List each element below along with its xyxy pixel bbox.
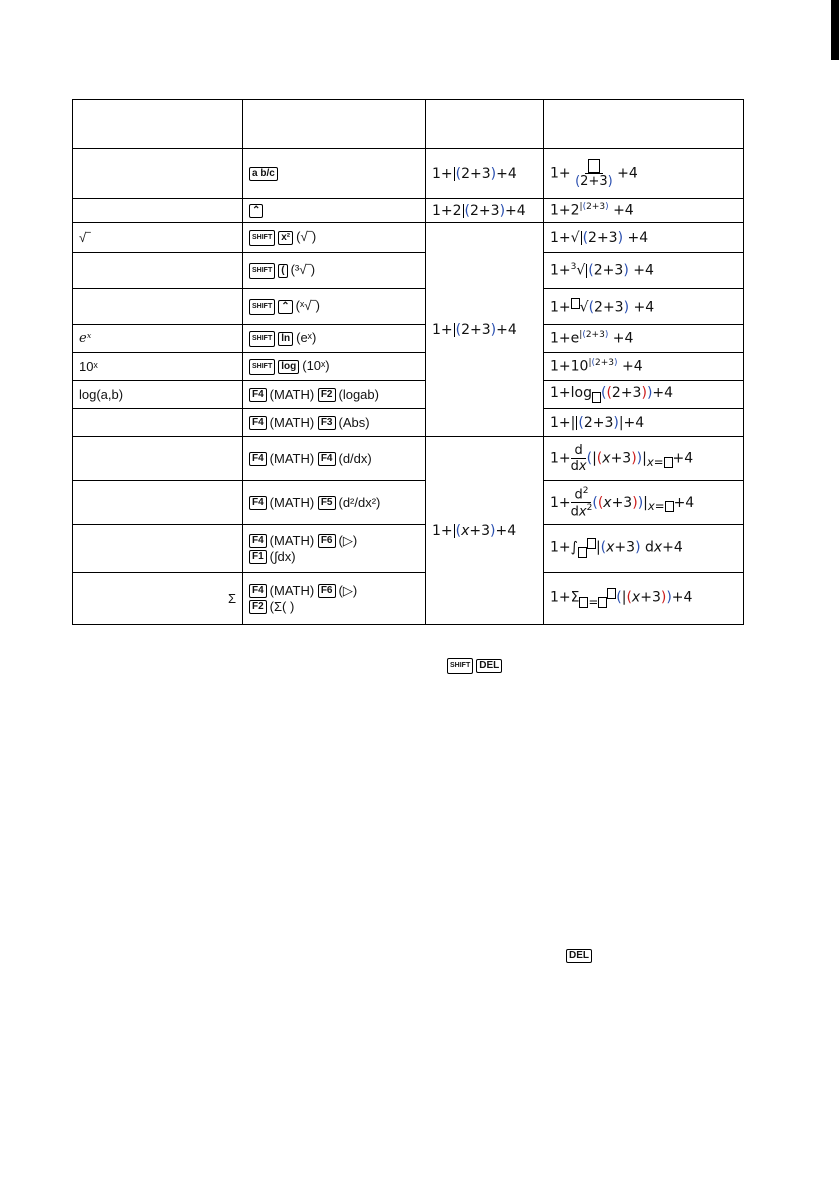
- math-label: (MATH): [269, 494, 315, 510]
- keys-cell: [243, 525, 426, 573]
- after-expression: 1+ (2+3) +4: [544, 149, 744, 199]
- power-key-icon: ⌃: [249, 204, 263, 218]
- keys-cell: [243, 199, 426, 223]
- del-key-icon: DEL: [476, 659, 502, 673]
- key-function-label: (ˣ√‾): [295, 298, 321, 314]
- shift-key-icon: SHIFT: [249, 230, 275, 246]
- f1-key-icon: F1: [249, 550, 267, 564]
- function-cell: [73, 253, 243, 289]
- key-function-label: (10ˣ): [302, 358, 330, 374]
- key-function-label: (▷): [338, 532, 358, 548]
- before-expression: 1+2 (2+3)+4: [426, 199, 544, 223]
- function-cell: [73, 409, 243, 437]
- key-function-label: (³√‾): [290, 262, 316, 278]
- function-cell: √‾: [73, 223, 243, 253]
- f2-key-icon: F2: [249, 600, 267, 614]
- math-label: (MATH): [269, 450, 315, 466]
- keys-cell: [243, 253, 426, 289]
- del-key: [566, 947, 595, 963]
- table-row: [73, 199, 744, 223]
- math-label: (MATH): [269, 414, 315, 430]
- keys-cell: [243, 573, 426, 625]
- key-function-label: (logab): [338, 386, 379, 402]
- function-input-table: [72, 99, 744, 625]
- f4-key-icon: F4: [249, 584, 267, 598]
- key-function-label: (∫dx): [269, 548, 296, 564]
- x-squared-key-icon: x²: [278, 231, 293, 245]
- math-label: (MATH): [269, 532, 315, 548]
- table-row: [73, 325, 744, 353]
- function-cell: log(a,b): [73, 381, 243, 409]
- table-row: [73, 481, 744, 525]
- before-expression-group-2: 1+ (x+3)+4: [426, 437, 544, 625]
- header-cell-function: [73, 100, 243, 149]
- function-cell: Σ: [73, 573, 243, 625]
- f4-key-icon: F4: [249, 416, 267, 430]
- after-expression: 1+√ (2+3) +4: [544, 223, 744, 253]
- table-row: [73, 525, 744, 573]
- table-row: [73, 409, 744, 437]
- after-expression: 1+log ((2+3))+4: [544, 381, 744, 409]
- function-cell: [73, 149, 243, 199]
- header-cell-after: [544, 100, 744, 149]
- after-expression: 1+| (2+3)|+4: [544, 409, 744, 437]
- keys-cell: [243, 437, 426, 481]
- function-cell: eˣ: [73, 325, 243, 353]
- f4-key-icon: F4: [249, 452, 267, 466]
- after-expression: 1+Σ $_=$ (|(x+3))+4: [544, 573, 744, 625]
- keys-cell: [243, 409, 426, 437]
- table-row: [73, 437, 744, 481]
- f5-key-icon: F5: [318, 496, 336, 510]
- function-cell: [73, 481, 243, 525]
- table-row: [73, 381, 744, 409]
- table-row: [73, 573, 744, 625]
- shift-del-keys: [447, 657, 505, 674]
- key-function-label: (d²/dx²): [338, 494, 381, 510]
- f3-key-icon: F3: [318, 416, 336, 430]
- f4-key-icon: F4: [249, 534, 267, 548]
- after-expression: 1+ √(2+3) +4: [544, 289, 744, 325]
- key-function-label: (Abs): [338, 414, 370, 430]
- f6-key-icon: F6: [318, 584, 336, 598]
- f6-key-icon: F6: [318, 534, 336, 548]
- table-row: [73, 353, 744, 381]
- keys-cell: [243, 325, 426, 353]
- keys-cell: [243, 289, 426, 325]
- table-row: [73, 149, 744, 199]
- function-cell: [73, 199, 243, 223]
- after-expression: 1+$^3$√ (2+3) +4: [544, 253, 744, 289]
- before-expression: 1+ (2+3)+4: [426, 149, 544, 199]
- math-label: (MATH): [269, 582, 315, 598]
- del-key-icon: DEL: [566, 949, 592, 963]
- after-expression: 1+∫ |(x+3) dx+4: [544, 525, 744, 573]
- after-expression: $1+e^{|(2+3)} +4$: [544, 325, 744, 353]
- table-row: [73, 289, 744, 325]
- table-header-row: [73, 100, 744, 149]
- keys-cell: [243, 481, 426, 525]
- function-cell: 10ˣ: [73, 353, 243, 381]
- after-expression: 1+ $\frac{d^2}{dx^2}$ $((x+3))|_{x=} +4$: [544, 481, 744, 525]
- shift-key-icon: SHIFT: [249, 331, 275, 347]
- left-paren-key-icon: (: [278, 264, 287, 278]
- log-key-icon: log: [278, 360, 299, 374]
- fraction-key-icon: a b/c: [249, 167, 278, 181]
- shift-key-icon: SHIFT: [249, 299, 275, 315]
- page-edge-bar: [831, 0, 839, 60]
- table-row: [73, 223, 744, 253]
- power-key-icon: ⌃: [278, 300, 292, 314]
- header-cell-before: [426, 100, 544, 149]
- ln-key-icon: ln: [278, 332, 293, 346]
- after-expression: 1+ $\frac{d}{dx}$ $(|(x+3))|_{x=} +4$: [544, 437, 744, 481]
- keys-cell: [243, 149, 426, 199]
- keys-cell: [243, 353, 426, 381]
- table-row: [73, 253, 744, 289]
- shift-key-icon: SHIFT: [249, 359, 275, 375]
- key-function-label: (eˣ): [296, 330, 317, 346]
- f4-key-icon: F4: [249, 388, 267, 402]
- key-function-label: (Σ( ): [269, 598, 295, 614]
- keys-cell: [243, 223, 426, 253]
- f4-key-icon: F4: [318, 452, 336, 466]
- header-cell-keys: [243, 100, 426, 149]
- key-function-label: (d/dx): [338, 450, 372, 466]
- f4-key-icon: F4: [249, 496, 267, 510]
- math-label: (MATH): [269, 386, 315, 402]
- function-cell: [73, 525, 243, 573]
- shift-key-icon: SHIFT: [447, 658, 473, 674]
- before-expression-group-1: 1+ (2+3)+4: [426, 223, 544, 437]
- after-expression: $1+2^{|(2+3)} +4$: [544, 199, 744, 223]
- function-cell: [73, 289, 243, 325]
- key-function-label: (√‾): [296, 229, 317, 245]
- shift-key-icon: SHIFT: [249, 263, 275, 279]
- key-function-label: (▷): [338, 582, 358, 598]
- keys-cell: [243, 381, 426, 409]
- f2-key-icon: F2: [318, 388, 336, 402]
- function-cell: [73, 437, 243, 481]
- after-expression: $1+10^{|(2+3)} +4$: [544, 353, 744, 381]
